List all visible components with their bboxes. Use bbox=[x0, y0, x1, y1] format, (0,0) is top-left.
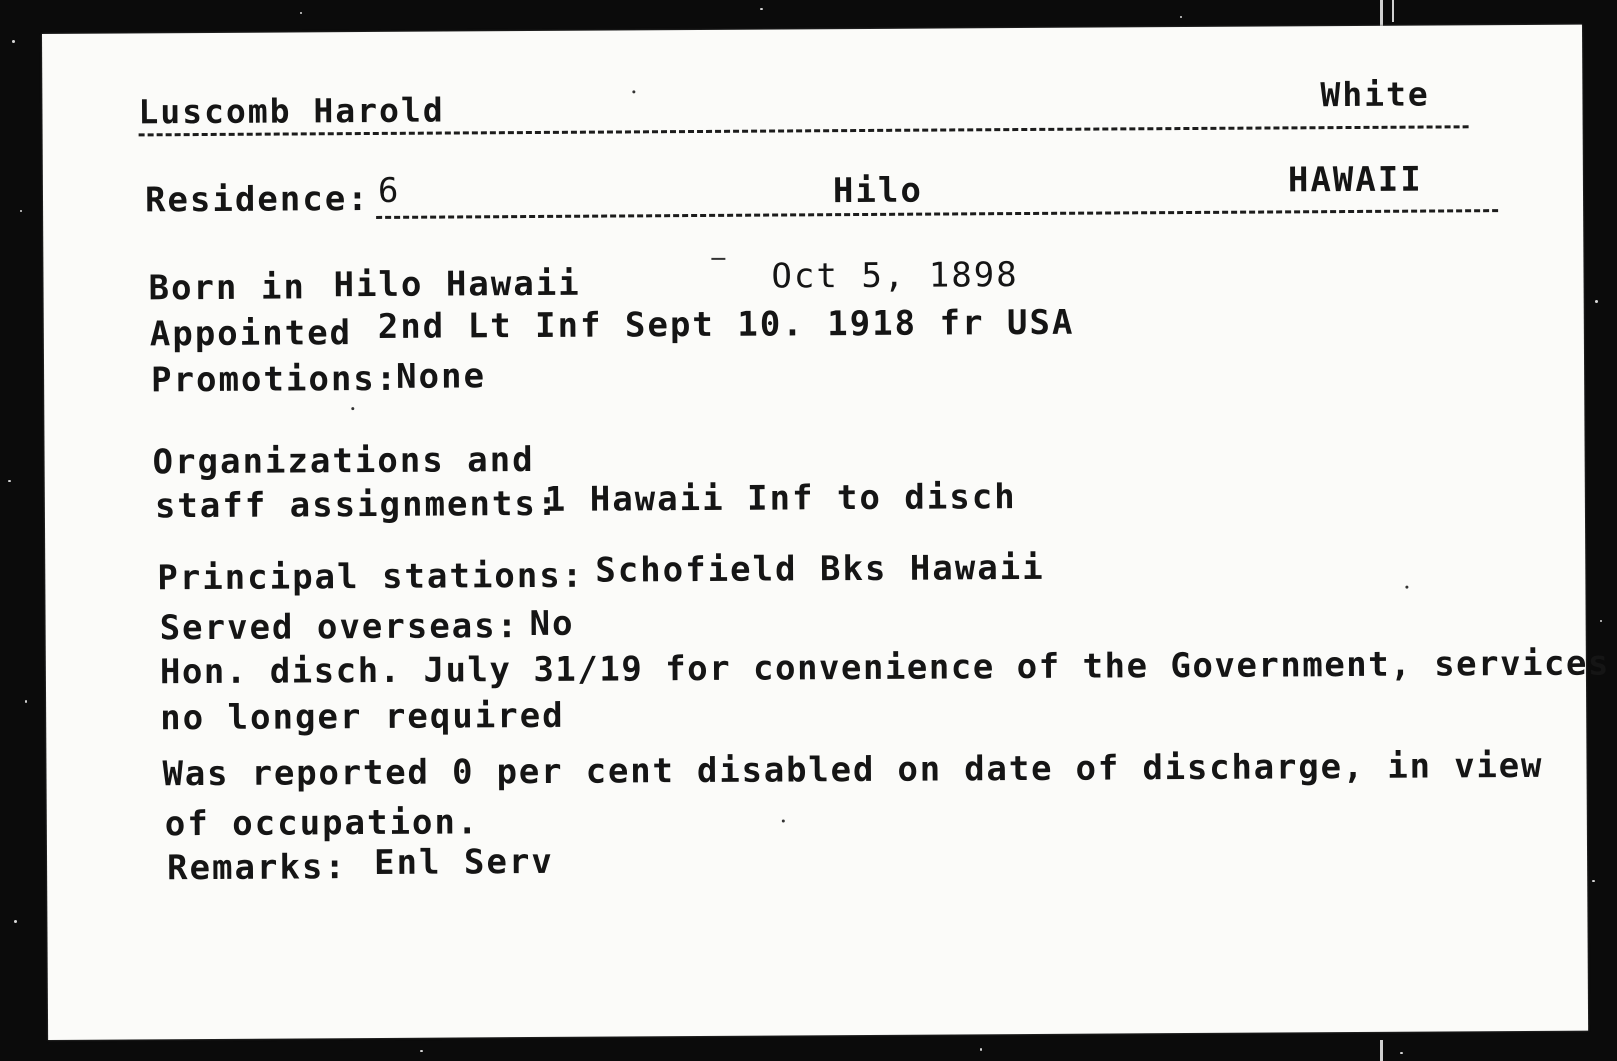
record-card bbox=[42, 25, 1611, 1040]
race-field: White bbox=[1320, 74, 1430, 115]
film-edge-mark bbox=[1392, 0, 1394, 22]
served-overseas-label: Served overseas: bbox=[159, 606, 520, 649]
grain-speck bbox=[20, 210, 22, 212]
served-overseas-value: No bbox=[529, 603, 575, 645]
disability-line1: Was reported 0 per cent disabled on date of discharge, in view bbox=[162, 745, 1544, 795]
ink-mark bbox=[711, 258, 725, 260]
ink-speck bbox=[351, 407, 354, 410]
grain-speck bbox=[14, 920, 17, 923]
grain-speck bbox=[1592, 880, 1595, 882]
grain-speck bbox=[8, 480, 11, 482]
grain-speck bbox=[1600, 620, 1602, 622]
appointed-label: Appointed bbox=[149, 313, 353, 355]
residence-underline bbox=[376, 209, 1498, 219]
principal-stations-value: Schofield Bks Hawaii bbox=[595, 547, 1045, 591]
residence-state: HAWAII bbox=[1287, 159, 1423, 201]
film-edge-mark bbox=[1380, 1040, 1383, 1061]
grain-speck bbox=[760, 8, 763, 10]
disability-line2: of occupation. bbox=[164, 802, 480, 845]
grain-speck bbox=[25, 700, 27, 703]
ink-speck bbox=[632, 90, 635, 93]
remarks-label: Remarks: bbox=[166, 847, 347, 889]
film-edge-mark bbox=[1380, 0, 1383, 26]
born-date: Oct 5, 1898 bbox=[771, 255, 1019, 297]
grain-speck bbox=[980, 1048, 982, 1051]
residence-city: Hilo bbox=[832, 170, 923, 212]
discharge-line1: Hon. disch. July 31/19 for convenience of the Government, services bbox=[159, 643, 1611, 693]
grain-speck bbox=[1180, 16, 1182, 18]
born-place: Hilo Hawaii bbox=[333, 263, 581, 306]
ink-speck bbox=[1405, 586, 1408, 589]
organizations-label-line1: Organizations and bbox=[152, 439, 535, 483]
residence-label: Residence: bbox=[144, 179, 370, 221]
grain-speck bbox=[1400, 1052, 1403, 1054]
organizations-value: 1 Hawaii Inf to disch bbox=[544, 477, 1017, 520]
residence-street: 6 bbox=[377, 170, 401, 211]
grain-speck bbox=[420, 1050, 423, 1052]
principal-stations-label: Principal stations: bbox=[157, 555, 585, 599]
remarks-value: Enl Serv bbox=[373, 841, 554, 883]
born-label: Born in bbox=[148, 267, 306, 309]
grain-speck bbox=[12, 40, 15, 43]
discharge-line2: no longer required bbox=[160, 695, 565, 739]
promotions-value: None bbox=[395, 356, 487, 397]
grain-speck bbox=[300, 12, 302, 14]
organizations-label-line2: staff assignments: bbox=[154, 483, 560, 527]
grain-speck bbox=[1595, 300, 1598, 303]
appointed-value: 2nd Lt Inf Sept 10. 1918 fr USA bbox=[377, 302, 1075, 347]
name-field: Luscomb Harold bbox=[138, 90, 445, 132]
ink-speck bbox=[782, 819, 785, 822]
promotions-label: Promotions: bbox=[150, 358, 399, 401]
